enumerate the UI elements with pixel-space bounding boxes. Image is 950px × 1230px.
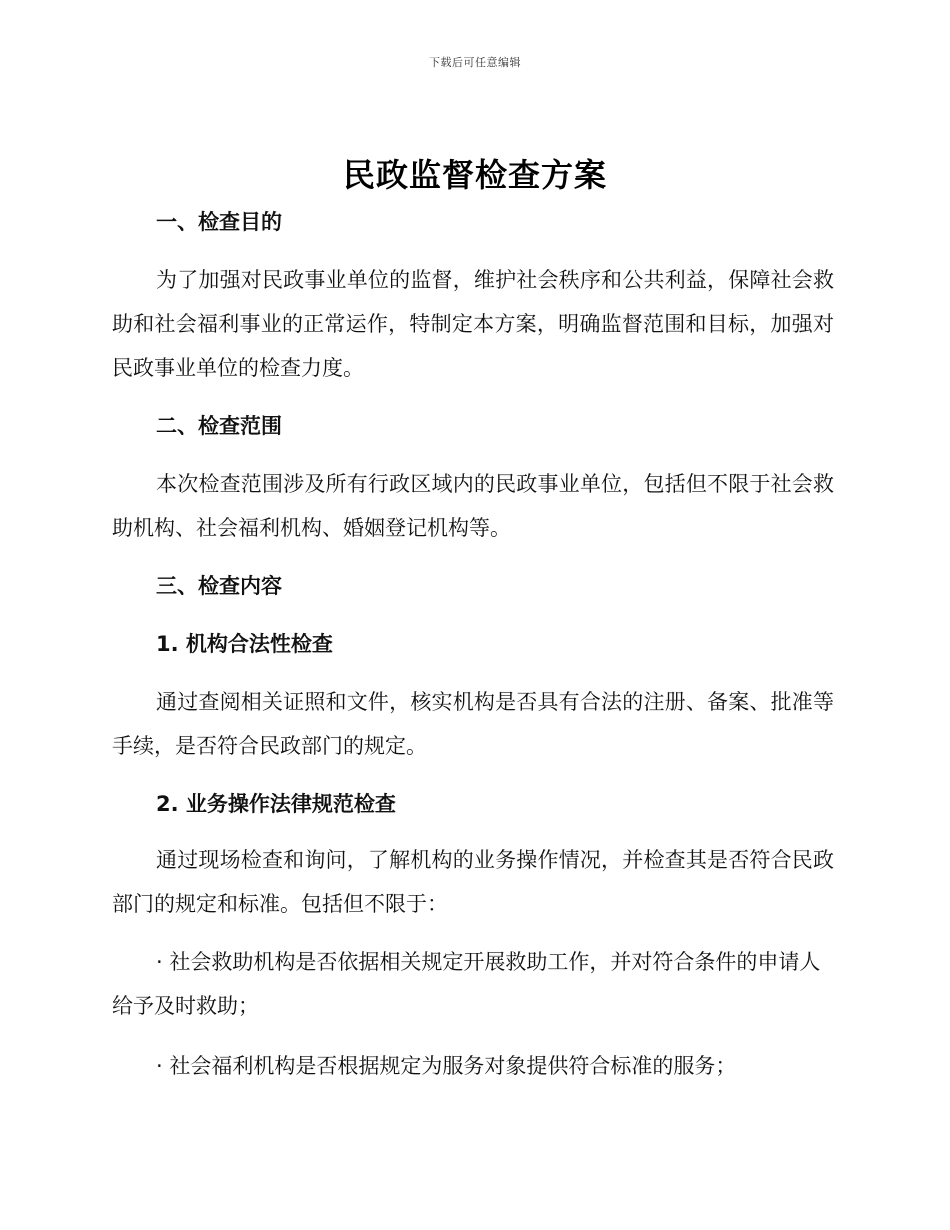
bullet-item-relief: · 社会救助机构是否依据相关规定开展救助工作，并对符合条件的申请人给予及时救助； [112,950,821,1018]
bullet-item-welfare: · 社会福利机构是否根据规定为服务对象提供符合标准的服务； [156,1054,737,1078]
subsection-heading-legality: 1. 机构合法性检查 [156,632,333,656]
document-title: 民政监督检查方案 [342,156,607,194]
section-text-purpose: 为了加强对民政事业单位的监督，维护社会秩序和公共利益，保障社会救助和社会福利事业的正常运作，特制定本方案，明确监督范围和目标，加强对民政事业单位的检查力度。 [112,268,834,380]
section-heading-scope: 二、检查范围 [156,414,282,438]
section-heading-purpose: 一、检查目的 [156,210,282,234]
section-heading-content: 三、检查内容 [156,574,282,598]
section-text-scope: 本次检查范围涉及所有行政区域内的民政事业单位，包括但不限于社会救助机构、社会福利机构、婚姻登记机构等。 [112,472,834,540]
subsection-text-legality: 通过查阅相关证照和文件，核实机构是否具有合法的注册、备案、批准等手续，是否符合民政部门的规定。 [112,690,834,758]
subsection-heading-operations: 2. 业务操作法律规范检查 [156,792,396,816]
header-note: 下载后可任意编辑 [429,56,521,69]
subsection-text-operations: 通过现场检查和询问，了解机构的业务操作情况，并检查其是否符合民政部门的规定和标准。包括但不限于： [112,848,834,916]
